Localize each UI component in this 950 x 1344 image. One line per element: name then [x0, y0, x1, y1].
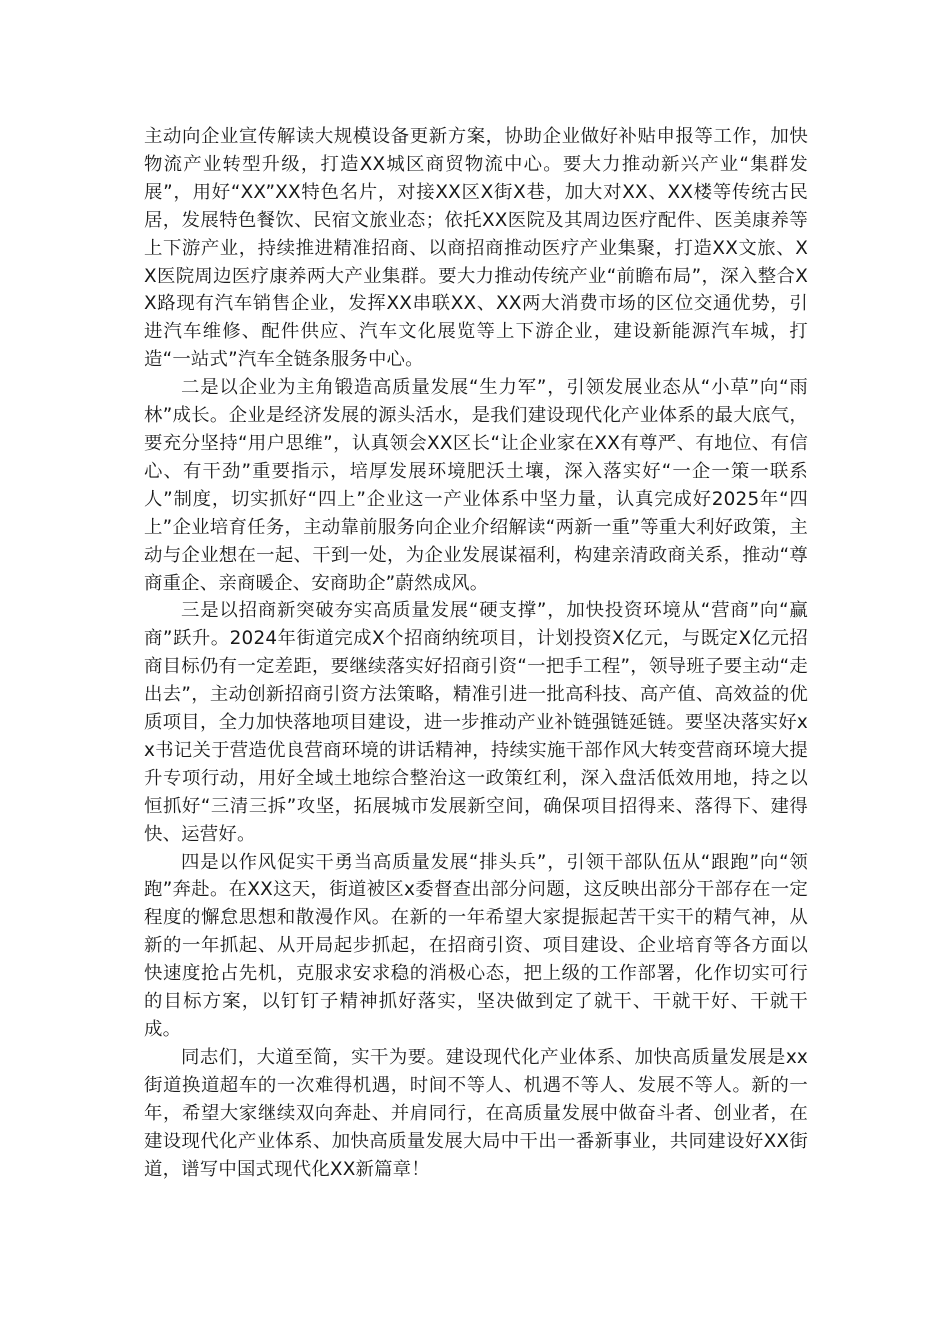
- paragraph-5: 同志们，大道至简，实干为要。建设现代化产业体系、加快高质量发展是xx街道换道超车的一次难得机遇，时间不等人、机遇不等人、发展不等人。新的一年，希望大家继续双向奔赴、并肩同行，在高质量发展中做奋斗者、创业者，在建设现代化产业体系、加快高质量发展大局中干出一番新事业，共同建设好XX街道，谱写中国式现代化XX新篇章！: [144, 1046, 808, 1180]
- document-page: [144, 123, 808, 1183]
- paragraph-2: 二是以企业为主角锻造高质量发展“生力军”，引领发展业态从“小草”向“雨林”成长。企业是经济发展的源头活水，是我们建设现代化产业体系的最大底气，要充分坚持“用户思维”，认真领会XX区长“让企业家在XX有尊严、有地位、有信心、有干劲”重要指示，培厚发展环境肥沃土壤，深入落实好“一企一策一联系人”制度，切实抓好“四上”企业这一产业体系中坚力量，认真完成好2025年“四上”企业培育任务，主动靠前服务向企业介绍解读“两新一重”等重大利好政策，主动与企业想在一起、干到一处，为企业发展谋福利，构建亲清政商关系，推动“尊商重企、亲商暖企、安商助企”蔚然成风。: [144, 377, 808, 594]
- paragraph-1: 主动向企业宣传解读大规模设备更新方案，协助企业做好补贴申报等工作，加快物流产业转型升级，打造XX城区商贸物流中心。要大力推动新兴产业“集群发展”，用好“XX”XX特色名片，对接XX区X街X巷，加大对XX、XX楼等传统古民居，发展特色餐饮、民宿文旅业态；依托XX医院及其周边医疗配件、医美康养等上下游产业，持续推进精准招商、以商招商推动医疗产业集聚，打造XX文旅、XX医院周边医疗康养两大产业集群。要大力推动传统产业“前瞻布局”，深入整合XX路现有汽车销售企业，发挥XX串联XX、XX两大消费市场的区位交通优势，引进汽车维修、配件供应、汽车文化展览等上下游企业，建设新能源汽车城，打造“一站式”汽车全链条服务中心。: [144, 126, 808, 371]
- paragraph-4: 四是以作风促实干勇当高质量发展“排头兵”，引领干部队伍从“跟跑”向“领跑”奔赴。在XX这天，街道被区x委督查出部分问题，这反映出部分干部存在一定程度的懈怠思想和散漫作风。在新的一年希望大家提振起苦干实干的精气神，从新的一年抓起、从开局起步抓起，在招商引资、项目建设、企业培育等各方面以快速度抢占先机，克服求安求稳的消极心态，把上级的工作部署，化作切实可行的目标方案，以钉钉子精神抓好落实，坚决做到定了就干、干就干好、干就干成。: [144, 851, 808, 1040]
- paragraph-3: 三是以招商新突破夯实高质量发展“硬支撑”，加快投资环境从“营商”向“赢商”跃升。2024年街道完成X个招商纳统项目，计划投资X亿元，与既定X亿元招商目标仍有一定差距，要继续落实好招商引资“一把手工程”，领导班子要主动“走出去”，主动创新招商引资方法策略，精准引进一批高科技、高产值、高效益的优质项目，全力加快落地项目建设，进一步推动产业补链强链延链。要坚决落实好xx书记关于营造优良营商环境的讲话精神，持续实施干部作风大转变营商环境大提升专项行动，用好全域土地综合整治这一政策红利，深入盘活低效用地，持之以恒抓好“三清三拆”攻坚，拓展城市发展新空间，确保项目招得来、落得下、建得快、运营好。: [144, 600, 808, 845]
